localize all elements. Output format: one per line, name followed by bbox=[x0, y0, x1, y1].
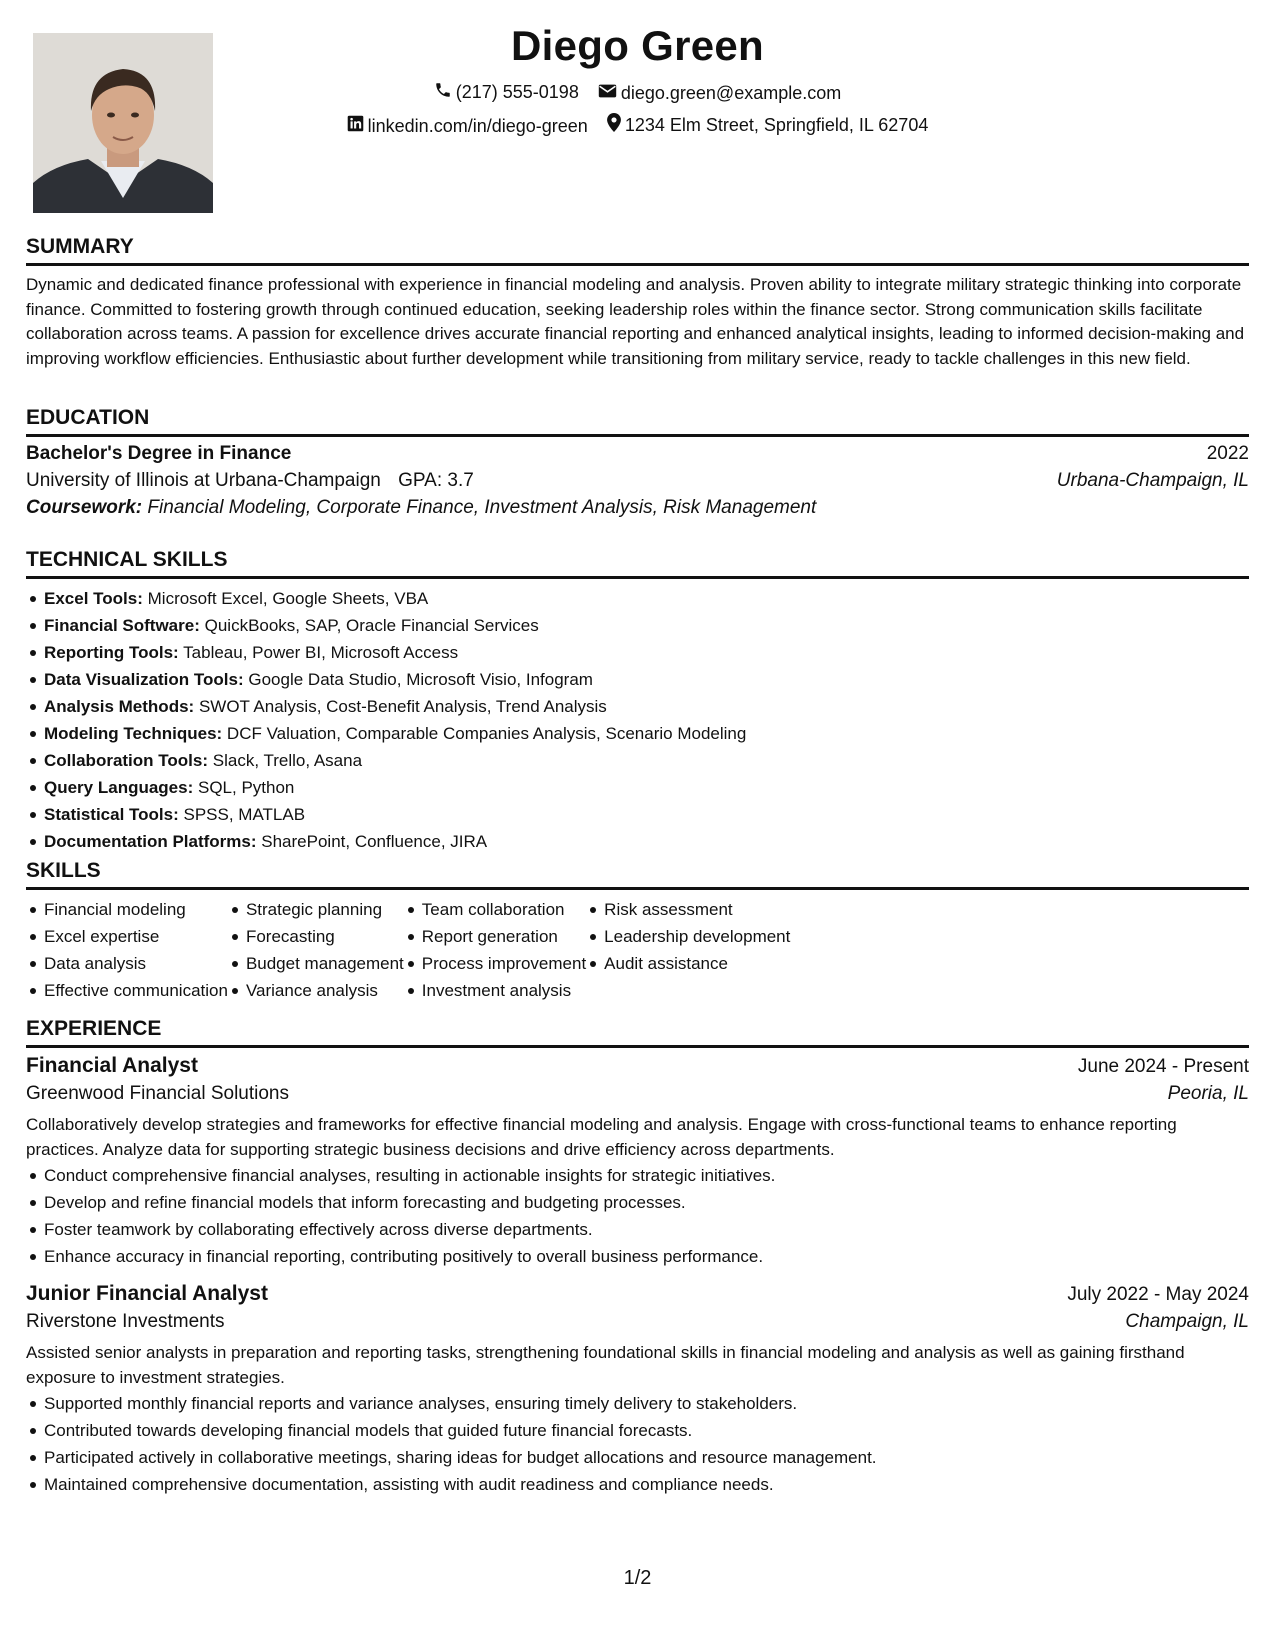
coursework-text: Financial Modeling, Corporate Finance, Investment Analysis, Risk Management bbox=[147, 497, 817, 518]
degree-title: Bachelor's Degree in Finance bbox=[26, 443, 292, 464]
job-bullet: Contributed towards developing financial models that guided future financial forecasts. bbox=[44, 1417, 1249, 1444]
page-number: 1/2 bbox=[623, 1567, 652, 1589]
skill-item: Audit assistance bbox=[604, 950, 790, 977]
skill-item: Process improvement bbox=[422, 950, 586, 977]
technical-skill-label: Reporting Tools: bbox=[44, 643, 179, 662]
address-text: 1234 Elm Street, Springfield, IL 62704 bbox=[624, 114, 929, 135]
job-title: Junior Financial Analyst bbox=[26, 1282, 268, 1305]
company-name: Riverstone Investments bbox=[26, 1311, 225, 1332]
section-title: SUMMARY bbox=[26, 234, 1249, 266]
technical-skill-item bbox=[44, 801, 1249, 828]
experience-section bbox=[26, 1016, 1249, 1498]
technical-skill-value: SharePoint, Confluence, JIRA bbox=[261, 832, 488, 851]
technical-skill-value: DCF Valuation, Comparable Companies Analysis, Scenario Modeling bbox=[226, 724, 747, 743]
company-name: Greenwood Financial Solutions bbox=[26, 1083, 289, 1104]
contact-row-1 bbox=[0, 81, 1275, 104]
job-dates: June 2024 - Present bbox=[1077, 1056, 1249, 1077]
job-bullet: Participated actively in collaborative meetings, sharing ideas for budget allocations and resource management. bbox=[44, 1444, 1249, 1471]
skills-section bbox=[26, 858, 1249, 1004]
phone-contact bbox=[434, 81, 579, 104]
skill-item: Excel expertise bbox=[44, 923, 228, 950]
technical-skill-label: Documentation Platforms: bbox=[44, 832, 257, 851]
section-title: EDUCATION bbox=[26, 405, 1249, 437]
job-entry bbox=[26, 1054, 1249, 1270]
job-description: Collaboratively develop strategies and frameworks for effective financial modeling and analysis. Engage with cross-functional teams to enhance reporting practices. Analyze data for supporting strategic business decisions and drive efficiency across departments. bbox=[26, 1115, 1177, 1159]
job-location: Peoria, IL bbox=[1167, 1083, 1249, 1104]
job-company-row bbox=[26, 1083, 1249, 1105]
skills-column bbox=[26, 896, 228, 1004]
technical-skill-item bbox=[44, 612, 1249, 639]
job-bullets bbox=[26, 1390, 1249, 1498]
school-line bbox=[26, 470, 474, 492]
address-contact bbox=[607, 113, 929, 137]
envelope-icon bbox=[598, 83, 621, 104]
skill-item: Strategic planning bbox=[246, 896, 404, 923]
phone-icon bbox=[434, 81, 456, 104]
map-pin-icon bbox=[607, 113, 625, 137]
job-company-row bbox=[26, 1311, 1249, 1333]
education-section bbox=[26, 405, 1249, 519]
job-bullet: Enhance accuracy in financial reporting, contributing positively to overall business performance. bbox=[44, 1243, 1249, 1270]
technical-skill-item bbox=[44, 639, 1249, 666]
candidate-name: Diego Green bbox=[510, 22, 765, 69]
job-bullet: Develop and refine financial models that inform forecasting and budgeting processes. bbox=[44, 1189, 1249, 1216]
technical-skill-label: Modeling Techniques: bbox=[44, 724, 223, 743]
section-title: TECHNICAL SKILLS bbox=[26, 547, 1249, 579]
skill-item: Variance analysis bbox=[246, 977, 404, 1004]
job-bullet: Foster teamwork by collaborating effectively across diverse departments. bbox=[44, 1216, 1249, 1243]
technical-skill-value: SWOT Analysis, Cost-Benefit Analysis, Trend Analysis bbox=[198, 697, 607, 716]
skill-item: Risk assessment bbox=[604, 896, 790, 923]
technical-skill-item bbox=[44, 747, 1249, 774]
education-header-row bbox=[26, 443, 1249, 465]
section-title: SKILLS bbox=[26, 858, 1249, 890]
linkedin-icon bbox=[347, 115, 368, 137]
skill-item: Effective communication bbox=[44, 977, 228, 1004]
skill-item: Leadership development bbox=[604, 923, 790, 950]
education-school-row bbox=[26, 470, 1249, 492]
email-text[interactable]: diego.green@example.com bbox=[620, 83, 842, 103]
technical-skill-label: Analysis Methods: bbox=[44, 697, 195, 716]
skill-item: Budget management bbox=[246, 950, 404, 977]
technical-skill-item bbox=[44, 774, 1249, 801]
job-bullet: Conduct comprehensive financial analyses, resulting in actionable insights for strategic initiatives. bbox=[44, 1162, 1249, 1189]
skill-item: Team collaboration bbox=[422, 896, 586, 923]
skill-item: Forecasting bbox=[246, 923, 404, 950]
job-bullet: Supported monthly financial reports and variance analyses, ensuring timely delivery to stakeholders. bbox=[44, 1390, 1249, 1417]
job-header-row bbox=[26, 1054, 1249, 1078]
coursework-line bbox=[26, 497, 1249, 519]
phone-text: (217) 555-0198 bbox=[455, 82, 579, 102]
technical-skill-label: Query Languages: bbox=[44, 778, 194, 797]
technical-skill-value: Microsoft Excel, Google Sheets, VBA bbox=[147, 589, 429, 608]
skill-item: Data analysis bbox=[44, 950, 228, 977]
technical-skill-item bbox=[44, 693, 1249, 720]
job-bullet: Maintained comprehensive documentation, assisting with audit readiness and compliance needs. bbox=[44, 1471, 1249, 1498]
job-header-row bbox=[26, 1282, 1249, 1306]
technical-skill-value: SQL, Python bbox=[198, 778, 295, 797]
job-entry bbox=[26, 1282, 1249, 1498]
technical-skill-value: Tableau, Power BI, Microsoft Access bbox=[183, 643, 459, 662]
technical-skill-label: Statistical Tools: bbox=[44, 805, 179, 824]
skills-column bbox=[228, 896, 404, 1004]
school-location: Urbana-Champaign, IL bbox=[1056, 470, 1249, 491]
skill-item: Investment analysis bbox=[422, 977, 586, 1004]
technical-skills-section bbox=[26, 547, 1249, 855]
section-title: EXPERIENCE bbox=[26, 1016, 1249, 1048]
technical-skill-label: Excel Tools: bbox=[44, 589, 143, 608]
job-dates: July 2022 - May 2024 bbox=[1067, 1284, 1249, 1305]
skill-item: Report generation bbox=[422, 923, 586, 950]
linkedin-text[interactable]: linkedin.com/in/diego-green bbox=[367, 115, 588, 136]
skills-column bbox=[586, 896, 790, 1004]
technical-skill-label: Collaboration Tools: bbox=[44, 751, 209, 770]
technical-skill-value: Google Data Studio, Microsoft Visio, Infogram bbox=[248, 670, 593, 689]
summary-text: Dynamic and dedicated finance professional with experience in financial modeling and analysis. Proven ability to integrate military strategic thinking into corporate finance. Committed to fostering growth through continued education, seeking leadership roles within the finance sector. Strong communication skills facilitate collaboration across teams. A passion for excellence drives accurate financial reporting and enhanced analytical insights, leading to informed decision-making and improving workflow efficiencies. Enthusiastic about further development while transitioning from military service, ready to tackle challenges in this new field. bbox=[26, 275, 1245, 368]
technical-skill-item bbox=[44, 585, 1249, 612]
graduation-year: 2022 bbox=[1206, 443, 1249, 464]
technical-skill-value: SPSS, MATLAB bbox=[183, 805, 306, 824]
technical-skill-label: Financial Software: bbox=[44, 616, 200, 635]
job-location: Champaign, IL bbox=[1125, 1311, 1249, 1332]
skill-item: Financial modeling bbox=[44, 896, 228, 923]
skills-columns bbox=[26, 896, 1249, 1004]
summary-section bbox=[26, 234, 1249, 371]
email-contact[interactable] bbox=[598, 83, 841, 104]
technical-skill-item bbox=[44, 666, 1249, 693]
job-description: Assisted senior analysts in preparation and reporting tasks, strengthening foundational skills in financial modeling and analysis as well as gaining firsthand exposure to investment strategies. bbox=[26, 1343, 1185, 1387]
coursework-label: Coursework: bbox=[26, 497, 143, 518]
technical-skills-list bbox=[26, 585, 1249, 855]
technical-skill-item bbox=[44, 828, 1249, 855]
skills-column bbox=[404, 896, 586, 1004]
linkedin-contact[interactable] bbox=[347, 115, 588, 137]
technical-skill-item bbox=[44, 720, 1249, 747]
technical-skill-value: Slack, Trello, Asana bbox=[212, 751, 363, 770]
technical-skill-label: Data Visualization Tools: bbox=[44, 670, 244, 689]
experience-list bbox=[26, 1054, 1249, 1498]
job-title: Financial Analyst bbox=[26, 1054, 198, 1077]
technical-skill-value: QuickBooks, SAP, Oracle Financial Services bbox=[204, 616, 539, 635]
gpa: GPA: 3.7 bbox=[398, 470, 474, 491]
school-name: University of Illinois at Urbana-Champaign bbox=[26, 470, 381, 491]
contact-row-2 bbox=[0, 113, 1275, 137]
job-bullets bbox=[26, 1162, 1249, 1270]
